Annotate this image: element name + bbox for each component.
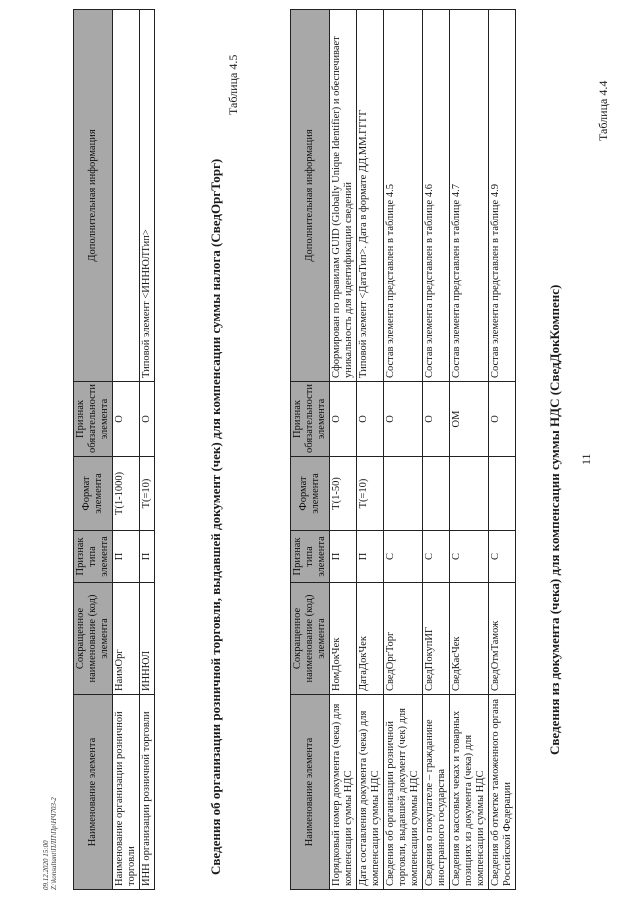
element-code-cell: ДатаДокЧек	[357, 583, 384, 695]
element-code-cell: СведПокупИГ	[423, 583, 450, 695]
element-type-cell: П	[113, 531, 140, 583]
element-name-cell: Сведения о покупателе – гражданине иностранного государства	[423, 695, 450, 890]
element-required-cell: ОМ	[450, 382, 489, 457]
element-type-cell: П	[357, 531, 384, 583]
table-row	[450, 10, 489, 890]
element-name-cell: Сведения о кассовых чеках и товарных позициях из документа (чека) для компенсации суммы НДС	[450, 695, 489, 890]
element-code-cell: ИННЮЛ	[140, 583, 155, 695]
element-code-cell: СведОтмТамож	[489, 583, 516, 695]
header-cell: Признак обязательности элемента	[291, 382, 330, 457]
table-row	[140, 10, 155, 890]
header-cell: Сокращенное наименование (код) элемента	[74, 583, 113, 695]
header-cell: Наименование элемента	[74, 695, 113, 890]
table-4-4-title: Сведения из документа (чека) для компенсации суммы НДС (СведДокКомпенс)	[547, 284, 562, 755]
table-4-4-label: Таблица 4.4	[596, 80, 610, 141]
footer-path: Z:\konsultant\ПЛП\Пр\НЧ703-2	[50, 797, 58, 890]
table-row	[357, 10, 384, 890]
table-4-4	[290, 9, 516, 890]
header-cell: Формат элемента	[74, 457, 113, 531]
element-name-cell: Наименование организации розничной торговли	[113, 695, 140, 890]
element-type-cell: С	[450, 531, 489, 583]
element-required-cell: О	[423, 382, 450, 457]
element-code-cell: СведОргТорг	[384, 583, 423, 695]
element-format-cell: T(1-50)	[330, 457, 357, 531]
element-name-cell: Порядковый номер документа (чека) для компенсации суммы НДС	[330, 695, 357, 890]
element-type-cell: С	[384, 531, 423, 583]
table-row	[489, 10, 516, 890]
table-header-row	[291, 10, 330, 890]
element-format-cell	[384, 457, 423, 531]
header-cell: Признак обязательности элемента	[74, 382, 113, 457]
table-row	[423, 10, 450, 890]
element-format-cell	[450, 457, 489, 531]
header-cell: Формат элемента	[291, 457, 330, 531]
element-info-cell: Типовой элемент <ДатаТип>. Дата в формате ДД.ММ.ГГГГ	[357, 10, 384, 382]
header-cell: Дополнительная информация	[74, 10, 113, 382]
element-info-cell: Типовой элемент <ИННЮЛТип>	[140, 10, 155, 382]
element-required-cell: О	[113, 382, 140, 457]
footer-date: 09.12.2020 15:00	[42, 840, 50, 890]
element-name-cell: Сведения об отметке таможенного органа Российской Федерации	[489, 695, 516, 890]
table-row	[330, 10, 357, 890]
table-4-5	[73, 9, 155, 890]
element-code-cell: НаимОрг	[113, 583, 140, 695]
element-code-cell: НомДокЧек	[330, 583, 357, 695]
element-info-cell: Состав элемента представлен в таблице 4.5	[384, 10, 423, 382]
element-info-cell: Сформирован по правилам GUID (Globally Unique Identifier) и обеспечивает уникальность для идентификации сведений	[330, 10, 357, 382]
header-cell: Признак типа элемента	[291, 531, 330, 583]
header-cell: Сокращенное наименование (код) элемента	[291, 583, 330, 695]
element-type-cell: С	[423, 531, 450, 583]
element-required-cell: О	[384, 382, 423, 457]
header-cell: Признак типа элемента	[74, 531, 113, 583]
table-4-5-label: Таблица 4.5	[226, 54, 240, 115]
element-required-cell: О	[330, 382, 357, 457]
element-type-cell: П	[140, 531, 155, 583]
element-format-cell	[423, 457, 450, 531]
element-type-cell: С	[489, 531, 516, 583]
element-name-cell: Сведения об организации розничной торговли, выдавшей документ (чек) для компенсации суммы НДС	[384, 695, 423, 890]
element-type-cell: П	[330, 531, 357, 583]
element-required-cell: О	[489, 382, 516, 457]
table-header-row	[74, 10, 113, 890]
element-required-cell: О	[357, 382, 384, 457]
element-info-cell: Состав элемента представлен в таблице 4.7	[450, 10, 489, 382]
element-info-cell: Состав элемента представлен в таблице 4.9	[489, 10, 516, 382]
header-cell: Наименование элемента	[291, 695, 330, 890]
header-cell: Дополнительная информация	[291, 10, 330, 382]
page-number: 11	[579, 453, 593, 465]
element-required-cell: О	[140, 382, 155, 457]
element-format-cell: T(1-1000)	[113, 457, 140, 531]
element-code-cell: СведКасЧек	[450, 583, 489, 695]
element-name-cell: Дата составления документа (чека) для компенсации суммы НДС	[357, 695, 384, 890]
element-format-cell: T(=10)	[140, 457, 155, 531]
element-info-cell	[113, 10, 140, 382]
table-row	[384, 10, 423, 890]
element-format-cell	[489, 457, 516, 531]
footer-stamp	[42, 797, 58, 890]
element-name-cell: ИНН организации розничной торговли	[140, 695, 155, 890]
table-row	[113, 10, 140, 890]
element-info-cell: Состав элемента представлен в таблице 4.6	[423, 10, 450, 382]
table-4-5-title: Сведения об организации розничной торговли, выдавшей документ (чек) для компенсации суммы налога (СведОргТорг)	[208, 158, 223, 875]
element-format-cell: T(=10)	[357, 457, 384, 531]
